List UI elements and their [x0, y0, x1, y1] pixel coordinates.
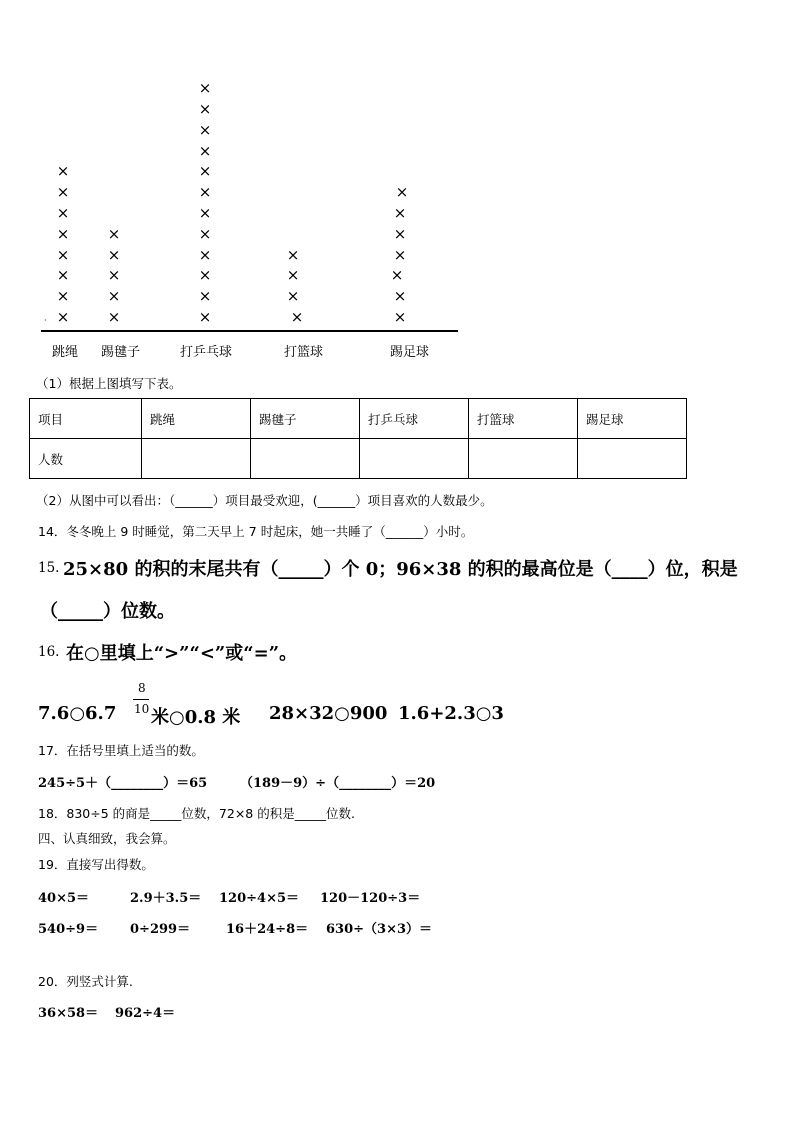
answer-cell[interactable] — [469, 439, 578, 479]
q13-part1: （1）根据上图填写下表。 — [36, 376, 182, 391]
answer-cell[interactable] — [251, 439, 360, 479]
plot-mark: × — [393, 245, 407, 264]
plot-mark: × — [198, 308, 212, 326]
plot-mark: × — [198, 204, 212, 222]
plot-mark: × — [107, 224, 121, 243]
q19-item: 120÷4×5＝ — [219, 891, 300, 906]
plot-mark: × — [198, 245, 212, 264]
section-4-title: 四、认真细致，我会算。 — [38, 831, 176, 846]
category-label-basketball: 打篮球 — [284, 345, 324, 360]
answer-cell[interactable] — [360, 439, 469, 479]
plot-mark: × — [286, 287, 300, 306]
plot-mark: × — [198, 100, 212, 118]
q20-item: 962÷4＝ — [115, 1006, 176, 1021]
q13-table — [29, 398, 687, 479]
plot-mark: × — [56, 162, 70, 181]
q16-item-3: 28×32○900 — [269, 703, 388, 724]
table-row — [30, 439, 687, 479]
table-header-cell: 打乒乓球 — [360, 399, 469, 439]
category-label-table-tennis: 打乒乓球 — [180, 345, 233, 360]
q15-line1: 25×80 的积的末尾共有（_____）个 0；96×38 的积的最高位是（____）位，积是 — [63, 559, 738, 580]
q16-title: 在○里填上“>”“<”或“=”。 — [66, 643, 298, 664]
plot-mark: × — [107, 287, 121, 306]
plot-mark: × — [56, 287, 70, 306]
table-row — [30, 399, 687, 439]
q19-item: 0÷299＝ — [130, 922, 191, 937]
q15-number: 15. — [38, 560, 60, 576]
plot-mark: × — [198, 287, 212, 306]
table-header-cell: 打篮球 — [469, 399, 578, 439]
plot-mark: × — [198, 141, 212, 160]
plot-mark: × — [107, 266, 121, 285]
q15-line2: （_____）位数。 — [40, 601, 175, 622]
plot-mark: × — [393, 287, 407, 306]
plot-mark: × — [56, 183, 70, 202]
plot-baseline — [41, 330, 458, 332]
q20-item: 36×58＝ — [38, 1006, 99, 1021]
plot-mark: × — [198, 79, 212, 98]
plot-mark: × — [393, 204, 407, 222]
q19-item: 16＋24÷8＝ — [226, 922, 309, 937]
plot-mark: × — [395, 183, 409, 202]
q16-item-1: 7.6○6.7 — [38, 703, 117, 724]
q18-text: 18．830÷5 的商是_____位数，72×8 的积是_____位数. — [38, 806, 355, 821]
plot-mark: × — [56, 245, 70, 264]
category-label-jump-rope: 跳绳 — [52, 345, 79, 360]
q19-item: 2.9＋3.5＝ — [130, 891, 202, 906]
q19-item: 120－120÷3＝ — [320, 891, 421, 906]
q13-part2: （2）从图中可以看出：（______）项目最受欢迎，(______）项目喜欢的人数最少。 — [36, 493, 493, 508]
plot-mark: × — [198, 266, 212, 285]
fraction-bar — [133, 699, 149, 700]
plot-mark: × — [56, 308, 70, 326]
q16-item-2: 米○0.8 米 — [151, 707, 241, 728]
q16-number: 16. — [38, 644, 60, 660]
q17-title: 17．在括号里填上适当的数。 — [38, 743, 204, 758]
answer-cell[interactable] — [142, 439, 251, 479]
plot-mark: × — [198, 224, 212, 243]
plot-mark: × — [56, 204, 70, 222]
plot-dot-stray: · — [44, 316, 47, 325]
plot-mark: × — [198, 162, 212, 181]
answer-cell[interactable] — [578, 439, 687, 479]
plot-mark: × — [286, 266, 300, 285]
q19-item: 540÷9＝ — [38, 922, 99, 937]
q17-equation-1: 245÷5＋（________）＝65 — [38, 776, 208, 791]
q17-equation-2: （189－9）÷（________）＝20 — [240, 776, 436, 791]
plot-mark: × — [56, 224, 70, 243]
table-header-cell: 踢足球 — [578, 399, 687, 439]
q19-item: 630÷（3×3）＝ — [326, 922, 433, 937]
category-label-football: 踢足球 — [390, 345, 430, 360]
plot-mark: × — [393, 308, 407, 326]
plot-mark: × — [393, 224, 407, 243]
plot-mark: × — [107, 245, 121, 264]
plot-mark: × — [56, 266, 70, 285]
q19-title: 19．直接写出得数。 — [38, 857, 154, 872]
q16-item-4: 1.6+2.3○3 — [398, 703, 504, 724]
table-header-cell: 踢毽子 — [251, 399, 360, 439]
plot-mark: × — [198, 183, 212, 202]
table-header-cell: 项目 — [30, 399, 142, 439]
plot-mark: × — [290, 308, 304, 326]
fraction-denominator: 10 — [134, 702, 150, 716]
category-label-shuttlecock: 踢毽子 — [101, 345, 141, 360]
fraction-numerator: 8 — [138, 681, 146, 695]
table-header-cell: 跳绳 — [142, 399, 251, 439]
plot-mark: × — [286, 245, 300, 264]
q20-title: 20．列竖式计算. — [38, 974, 133, 989]
q19-item: 40×5＝ — [38, 891, 90, 906]
plot-mark: × — [198, 120, 212, 139]
plot-mark: × — [107, 308, 121, 326]
plot-mark: × — [390, 266, 404, 285]
q14-text: 14．冬冬晚上 9 时睡觉，第二天早上 7 时起床，她一共睡了（______）小时。 — [38, 524, 474, 539]
table-row-label: 人数 — [30, 439, 142, 479]
